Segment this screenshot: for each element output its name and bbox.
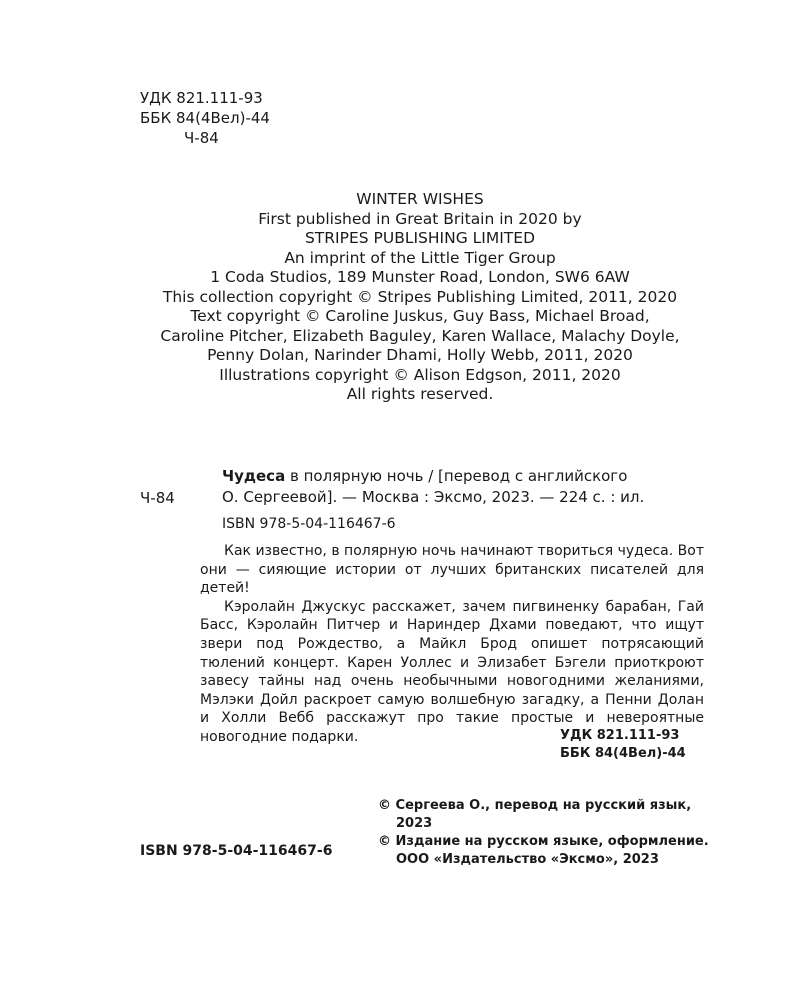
- record-line-1: [222, 466, 704, 487]
- bbk-code: ББК 84(4Вел)-44: [140, 109, 270, 127]
- classification-codes: [140, 88, 270, 148]
- imprint-line: This collection copyright © Stripes Publishing Limited, 2011, 2020: [162, 287, 678, 306]
- udk-code: УДК 821.111-93: [140, 89, 263, 107]
- isbn-bottom: ISBN 978-5-04-116467-6: [140, 843, 333, 859]
- description-paragraph: Как известно, в полярную ночь начинают твориться чудеса. Вот они — сияющие истории от лучших британских писателей для детей!: [200, 543, 704, 597]
- isbn-record: ISBN 978-5-04-116467-6: [222, 516, 396, 532]
- imprint-line: Illustrations copyright © Alison Edgson, 2011, 2020: [219, 365, 621, 384]
- bbk-code-bottom: ББК 84(4Вел)-44: [560, 746, 686, 761]
- author-mark: Ч-84: [184, 129, 219, 147]
- imprint-line: 1 Coda Studios, 189 Munster Road, London, SW6 6AW: [210, 268, 630, 286]
- copyright-block: [378, 797, 718, 869]
- record-line-1-rest: в полярную ночь / [перевод с английского: [285, 467, 628, 485]
- imprint-line: An imprint of the Little Tiger Group: [284, 248, 556, 267]
- imprint-line: Text copyright © Caroline Juskus, Guy Bass, Michael Broad,: [190, 307, 650, 325]
- description: [200, 542, 704, 747]
- imprint-line: Caroline Pitcher, Elizabeth Baguley, Karen Wallace, Malachy Doyle,: [160, 326, 680, 345]
- imprint-line: Penny Dolan, Narinder Dhami, Holly Webb, 2011, 2020: [207, 346, 633, 364]
- book-title: Чудеса: [222, 467, 286, 485]
- description-paragraph: Кэролайн Джускус расскажет, зачем пигвиненку барабан, Гай Басс, Кэролайн Питчер и Нариндер Дхами поведают, что ищут звери под Рождество, а Майкл Брод опишет потрясающий тюлений концерт. Карен Уоллес и Элизабет Бэгели приоткроют завесу тайны над очень необычными новогодними желаниями, Мэлэки Дойл раскроет самую волшебную загадку, а Пенни Долан и Холли Вебб расскажут про такие простые и невероятные новогодние подарки.: [200, 598, 704, 745]
- original-title: WINTER WISHES: [356, 190, 484, 208]
- imprint-line: STRIPES PUBLISHING LIMITED: [304, 229, 536, 247]
- copyright-edition: © Издание на русском языке, оформление. ООО «Издательство «Эксмо», 2023: [378, 834, 709, 867]
- imprint-line: All rights reserved.: [346, 385, 494, 403]
- annotation-author-mark: Ч-84: [140, 489, 175, 507]
- imprint-line: First published in Great Britain in 2020 by: [258, 209, 582, 228]
- record-line-2: О. Сергеевой]. — Москва : Эксмо, 2023. — 224 с. : ил.: [222, 488, 645, 506]
- classification-codes-bottom: [560, 727, 706, 763]
- copyright-translation: © Сергеева О., перевод на русский язык, 2023: [378, 798, 692, 831]
- bibliographic-record: [222, 466, 704, 508]
- udk-code-bottom: УДК 821.111-93: [560, 728, 680, 743]
- english-imprint: [120, 190, 720, 405]
